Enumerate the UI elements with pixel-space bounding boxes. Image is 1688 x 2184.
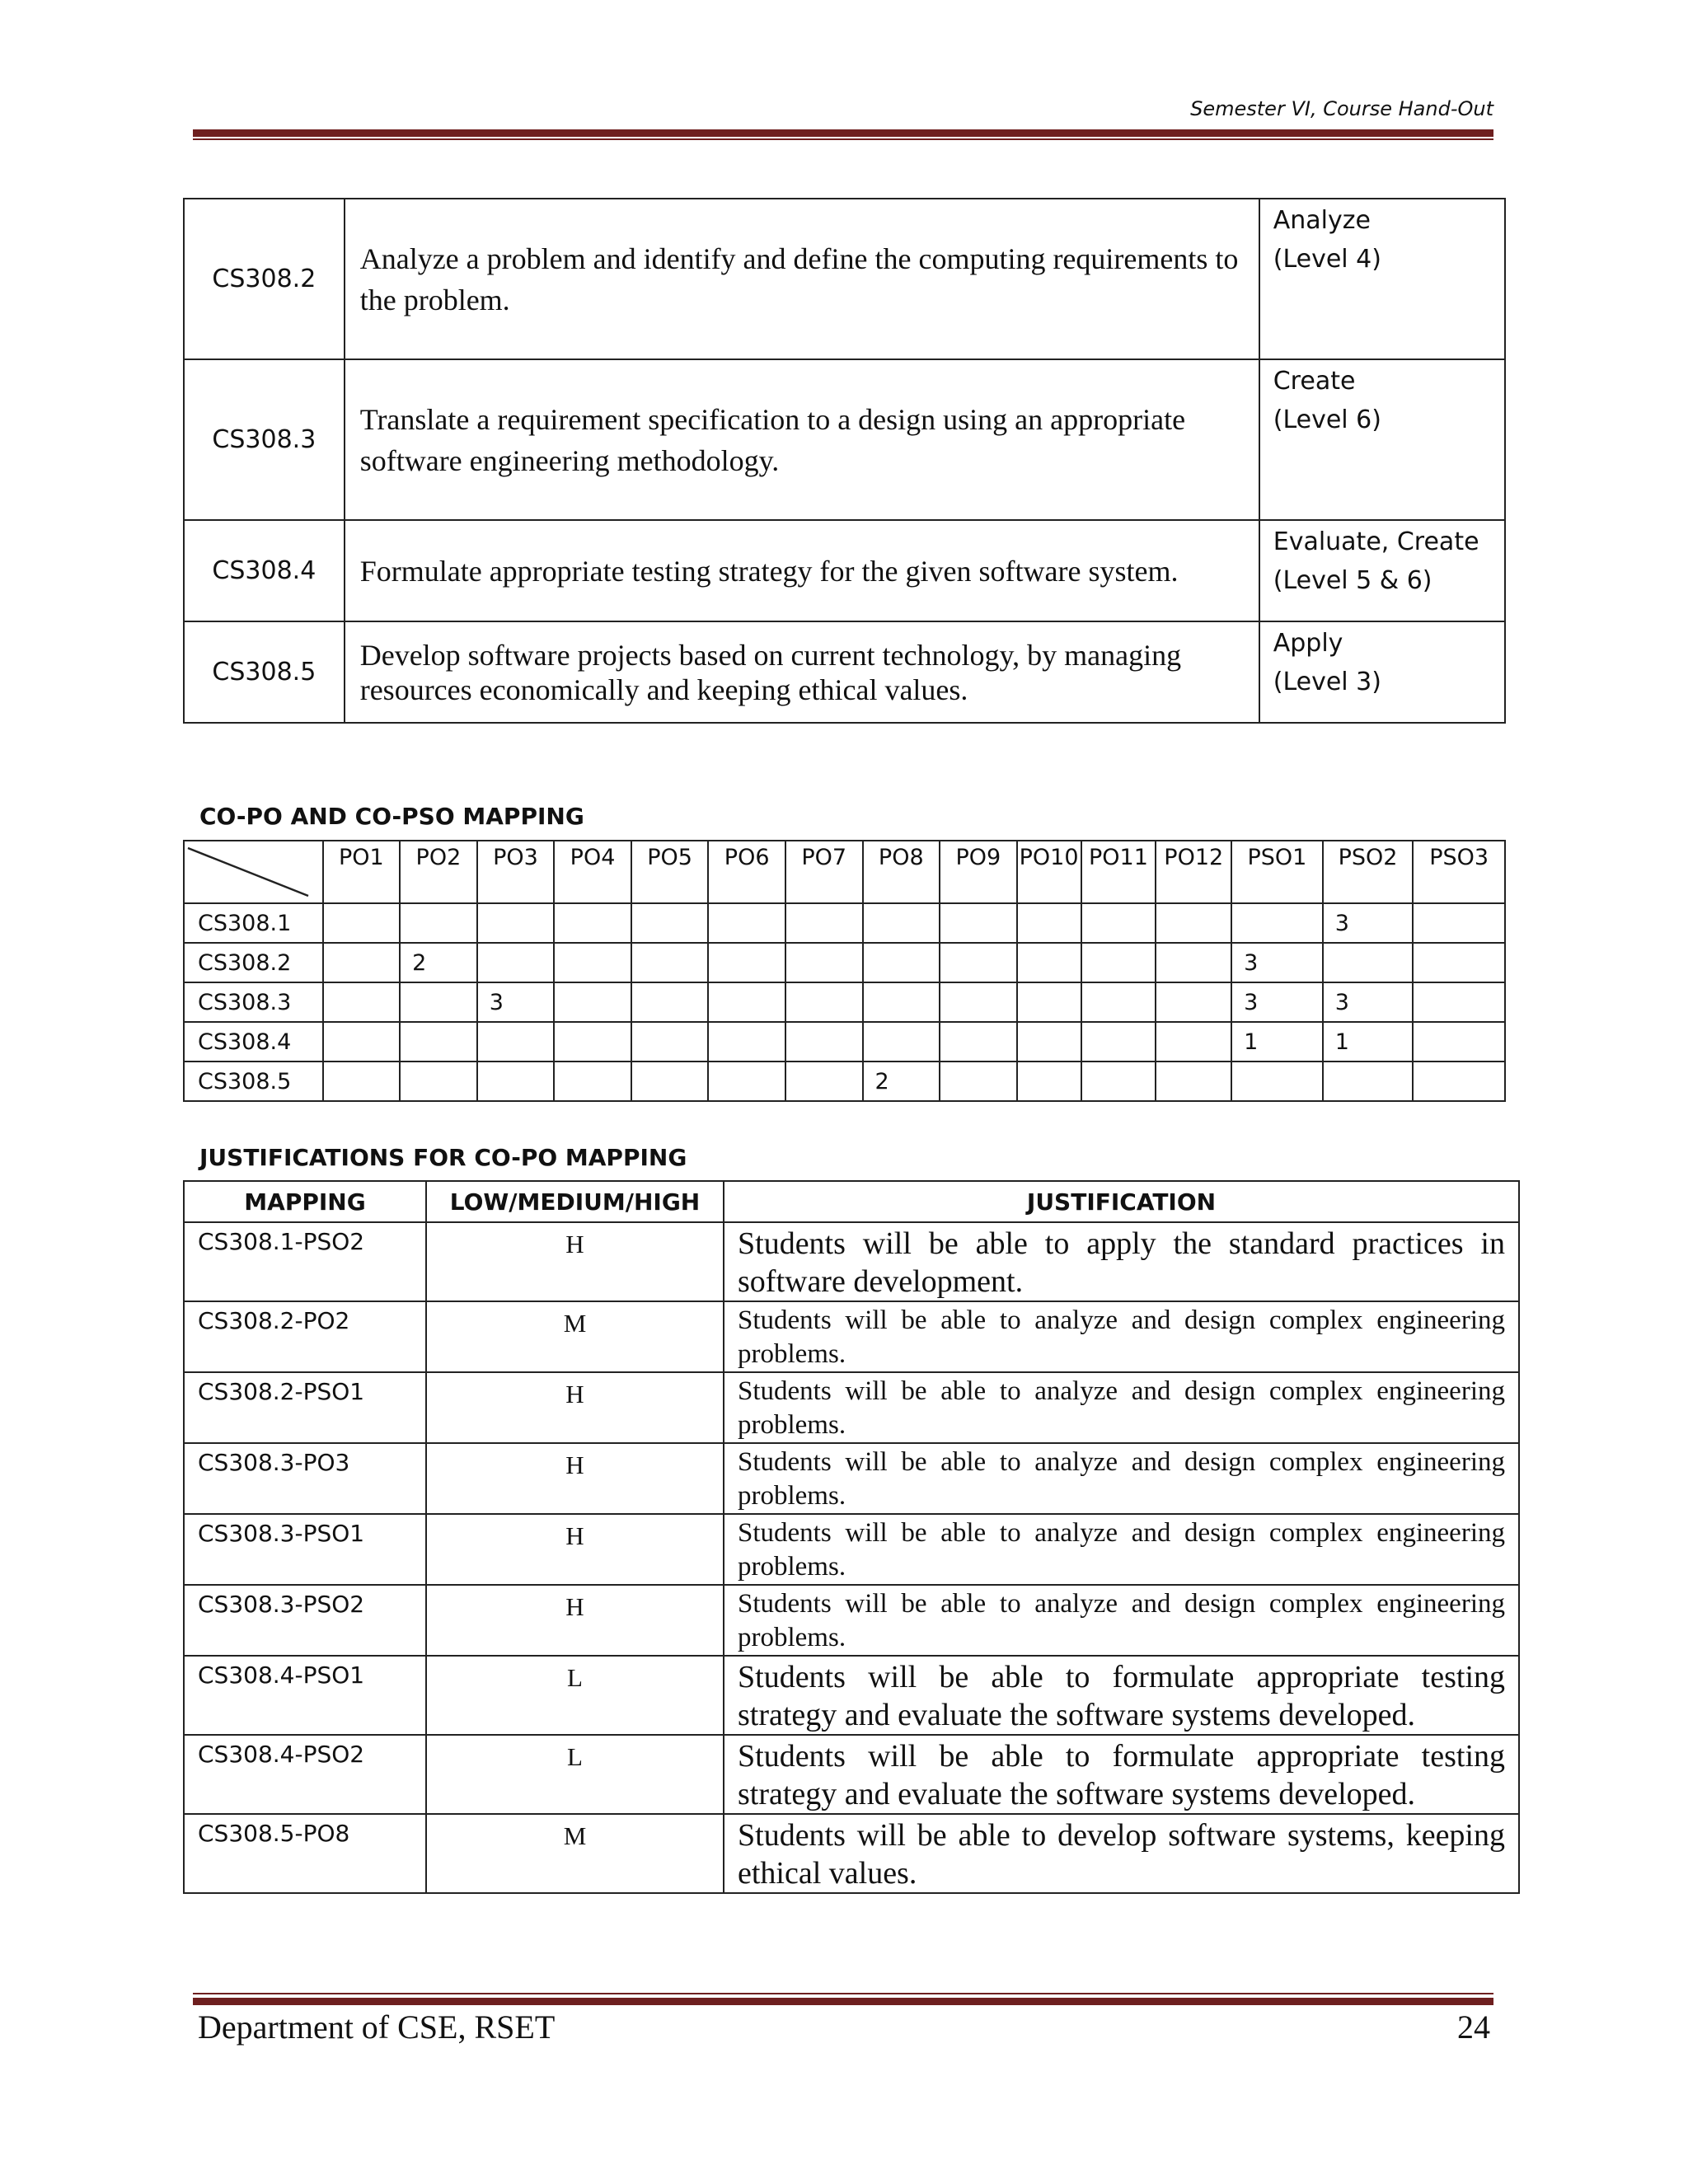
co-id: CS308.2 [184, 199, 345, 359]
row-label: CS308.2 [184, 943, 323, 982]
justification-text: Students will be able to analyze and design complex engineering problems. [724, 1301, 1519, 1372]
column-header: PO7 [785, 841, 863, 903]
mapping-cell [323, 1062, 401, 1101]
mapping-cell [708, 1022, 785, 1062]
justification-text: Students will be able to apply the standard practices in software development. [724, 1222, 1519, 1301]
co-level-name: Evaluate, Create [1273, 527, 1479, 556]
co-id: CS308.5 [184, 621, 345, 723]
mapping-cell [863, 903, 940, 943]
table-row [184, 359, 1505, 520]
mapping-cell [1156, 1022, 1231, 1062]
header-mapping: MAPPING [184, 1181, 426, 1222]
table-row [184, 199, 1505, 359]
column-header: PO6 [708, 841, 785, 903]
mapping-cell [863, 1022, 940, 1062]
mapping-level: H [426, 1222, 724, 1301]
mapping-level: H [426, 1372, 724, 1443]
mapping-cell [1156, 1062, 1231, 1101]
co-level-name: Analyze [1273, 206, 1371, 235]
table-row [184, 1372, 1519, 1443]
mapping-level: L [426, 1735, 724, 1814]
mapping-cell [785, 1062, 863, 1101]
table-row [184, 943, 1505, 982]
mapping-cell [631, 1022, 709, 1062]
mapping-cell [1081, 943, 1156, 982]
mapping-cell: 2 [863, 1062, 940, 1101]
co-description: Analyze a problem and identify and define the computing requirements to the problem. [345, 199, 1259, 359]
mapping-cell: 3 [477, 982, 555, 1022]
co-po-mapping-table [183, 840, 1506, 1102]
mapping-cell [1017, 1062, 1081, 1101]
co-level [1259, 199, 1505, 359]
mapping-cell [400, 982, 477, 1022]
co-level-number: (Level 6) [1273, 405, 1381, 434]
mapping-level: M [426, 1814, 724, 1893]
co-description: Develop software projects based on current technology, by managing resources economically and keeping ethical values. [345, 621, 1259, 723]
mapping-cell [1323, 943, 1414, 982]
mapping-cell [1156, 903, 1231, 943]
mapping-cell [554, 1062, 631, 1101]
table-row [184, 1735, 1519, 1814]
mapping-cell [1413, 1022, 1505, 1062]
column-header: PO9 [940, 841, 1017, 903]
mapping-cell [631, 903, 709, 943]
mapping-cell [708, 903, 785, 943]
mapping-cell: 1 [1231, 1022, 1323, 1062]
mapping-cell [1081, 903, 1156, 943]
co-level [1259, 621, 1505, 723]
mapping-cell [631, 982, 709, 1022]
co-level [1259, 359, 1505, 520]
mapping-cell [940, 1062, 1017, 1101]
column-header: PSO3 [1413, 841, 1505, 903]
co-level-number: (Level 4) [1273, 245, 1381, 274]
footer-rule-thin [193, 1993, 1493, 1994]
co-level-name: Apply [1273, 629, 1343, 658]
table-row [184, 982, 1505, 1022]
mapping-cell [863, 982, 940, 1022]
mapping-cell [1017, 982, 1081, 1022]
table-row [184, 1301, 1519, 1372]
mapping-cell [323, 943, 401, 982]
mapping-cell [1231, 903, 1323, 943]
mapping-cell [940, 1022, 1017, 1062]
table-row [184, 1814, 1519, 1893]
mapping-cell [1081, 982, 1156, 1022]
column-header: PO8 [863, 841, 940, 903]
mapping-cell [631, 943, 709, 982]
mapping-cell [1156, 943, 1231, 982]
co-id: CS308.3 [184, 359, 345, 520]
justification-text: Students will be able to analyze and design complex engineering problems. [724, 1372, 1519, 1443]
mapping-cell [1413, 1062, 1505, 1101]
mapping-cell [477, 903, 555, 943]
row-label: CS308.4 [184, 1022, 323, 1062]
column-header: PO2 [400, 841, 477, 903]
mapping-id: CS308.2-PO2 [184, 1301, 426, 1372]
column-header: PO1 [323, 841, 401, 903]
mapping-cell [1413, 903, 1505, 943]
mapping-level: L [426, 1656, 724, 1735]
mapping-cell [554, 982, 631, 1022]
table-row [184, 1514, 1519, 1585]
table-row [184, 1585, 1519, 1656]
table-header-row [184, 841, 1505, 903]
mapping-cell [863, 943, 940, 982]
mapping-cell: 3 [1231, 943, 1323, 982]
mapping-level: M [426, 1301, 724, 1372]
mapping-cell [400, 1062, 477, 1101]
mapping-cell [785, 982, 863, 1022]
header-rule-thin [193, 138, 1493, 140]
mapping-id: CS308.3-PSO1 [184, 1514, 426, 1585]
mapping-cell [554, 903, 631, 943]
justification-text: Students will be able to formulate appropriate testing strategy and evaluate the software systems developed. [724, 1656, 1519, 1735]
mapping-level: H [426, 1443, 724, 1514]
column-header: PSO2 [1323, 841, 1414, 903]
mapping-level: H [426, 1514, 724, 1585]
column-header: PO4 [554, 841, 631, 903]
course-outcomes-table [183, 198, 1506, 724]
mapping-cell: 3 [1323, 903, 1414, 943]
mapping-cell [1017, 1022, 1081, 1062]
diagonal-line [185, 841, 324, 899]
corner-cell [184, 841, 323, 903]
mapping-cell [1231, 1062, 1323, 1101]
mapping-cell [708, 943, 785, 982]
mapping-cell: 3 [1231, 982, 1323, 1022]
mapping-cell [785, 943, 863, 982]
page-number: 24 [1457, 2008, 1490, 2046]
mapping-cell [1017, 903, 1081, 943]
mapping-cell [323, 982, 401, 1022]
mapping-cell [554, 1022, 631, 1062]
mapping-cell [785, 1022, 863, 1062]
mapping-cell [940, 943, 1017, 982]
table-row [184, 520, 1505, 621]
table-row [184, 1022, 1505, 1062]
co-level-number: (Level 5 & 6) [1273, 566, 1432, 595]
column-header: PO12 [1156, 841, 1231, 903]
header-level: LOW/MEDIUM/HIGH [426, 1181, 724, 1222]
co-level-number: (Level 3) [1273, 668, 1381, 696]
co-level [1259, 520, 1505, 621]
co-id: CS308.4 [184, 520, 345, 621]
table-row [184, 1443, 1519, 1514]
column-header: PO10 [1017, 841, 1081, 903]
footer-rule [193, 1998, 1493, 2005]
table-row [184, 1062, 1505, 1101]
footer-department: Department of CSE, RSET [198, 2008, 556, 2046]
mapping-cell [477, 1062, 555, 1101]
mapping-cell [400, 903, 477, 943]
table-row [184, 1656, 1519, 1735]
justification-text: Students will be able to develop software systems, keeping ethical values. [724, 1814, 1519, 1893]
mapping-cell [477, 943, 555, 982]
mapping-cell [785, 903, 863, 943]
justification-text: Students will be able to formulate appropriate testing strategy and evaluate the software systems developed. [724, 1735, 1519, 1814]
column-header: PSO1 [1231, 841, 1323, 903]
mapping-cell: 3 [1323, 982, 1414, 1022]
co-description: Translate a requirement specification to a design using an appropriate software engineering methodology. [345, 359, 1259, 520]
table-row [184, 621, 1505, 723]
mapping-cell [1081, 1022, 1156, 1062]
header-rule [193, 129, 1493, 137]
mapping-cell [940, 982, 1017, 1022]
header-justification: JUSTIFICATION [724, 1181, 1519, 1222]
mapping-cell [708, 1062, 785, 1101]
justification-title: JUSTIFICATIONS FOR CO-PO MAPPING [199, 1144, 687, 1171]
justification-table [183, 1180, 1520, 1894]
mapping-cell [1017, 943, 1081, 982]
mapping-id: CS308.2-PSO1 [184, 1372, 426, 1443]
mapping-cell [323, 1022, 401, 1062]
column-header: PO11 [1081, 841, 1156, 903]
column-header: PO5 [631, 841, 709, 903]
mapping-cell: 1 [1323, 1022, 1414, 1062]
table-row [184, 1222, 1519, 1301]
mapping-cell [940, 903, 1017, 943]
mapping-title: CO-PO AND CO-PSO MAPPING [199, 803, 584, 830]
mapping-cell [1413, 982, 1505, 1022]
mapping-cell [1323, 1062, 1414, 1101]
mapping-cell [1156, 982, 1231, 1022]
mapping-cell [400, 1022, 477, 1062]
justification-text: Students will be able to analyze and design complex engineering problems. [724, 1585, 1519, 1656]
mapping-id: CS308.5-PO8 [184, 1814, 426, 1893]
co-description: Formulate appropriate testing strategy for the given software system. [345, 520, 1259, 621]
row-label: CS308.5 [184, 1062, 323, 1101]
mapping-cell [1413, 943, 1505, 982]
mapping-id: CS308.4-PSO1 [184, 1656, 426, 1735]
mapping-cell [477, 1022, 555, 1062]
page-header: Semester VI, Course Hand-Out [1190, 97, 1493, 120]
mapping-id: CS308.3-PSO2 [184, 1585, 426, 1656]
justification-text: Students will be able to analyze and design complex engineering problems. [724, 1443, 1519, 1514]
co-level-name: Create [1273, 367, 1356, 396]
mapping-id: CS308.1-PSO2 [184, 1222, 426, 1301]
mapping-cell [554, 943, 631, 982]
table-row [184, 903, 1505, 943]
mapping-cell [323, 903, 401, 943]
mapping-cell [708, 982, 785, 1022]
mapping-id: CS308.3-PO3 [184, 1443, 426, 1514]
mapping-cell [1081, 1062, 1156, 1101]
table-header-row [184, 1181, 1519, 1222]
mapping-cell: 2 [400, 943, 477, 982]
row-label: CS308.1 [184, 903, 323, 943]
mapping-level: H [426, 1585, 724, 1656]
row-label: CS308.3 [184, 982, 323, 1022]
column-header: PO3 [477, 841, 555, 903]
mapping-cell [631, 1062, 709, 1101]
mapping-id: CS308.4-PSO2 [184, 1735, 426, 1814]
justification-text: Students will be able to analyze and design complex engineering problems. [724, 1514, 1519, 1585]
